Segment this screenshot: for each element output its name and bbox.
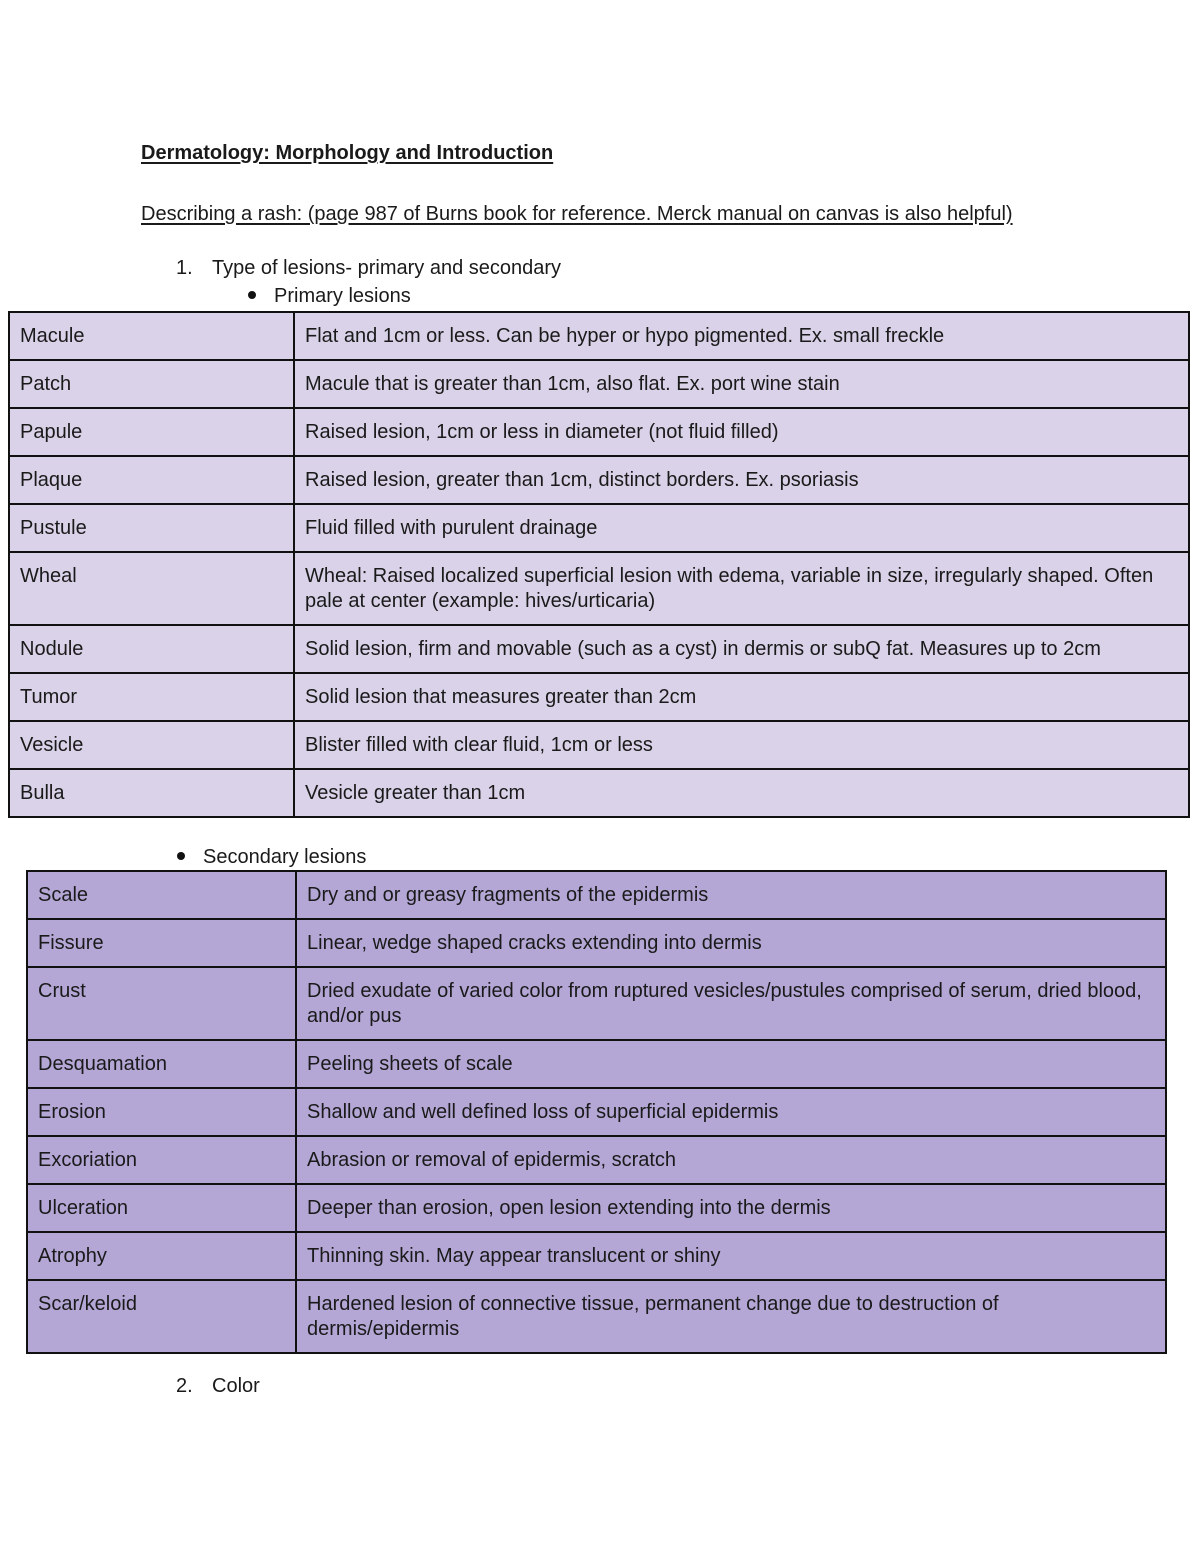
lesion-definition: Linear, wedge shaped cracks extending into dermis — [296, 919, 1166, 967]
list-item-text: Type of lesions- primary and secondary — [212, 257, 562, 279]
table-row — [9, 625, 1189, 673]
lesion-definition: Vesicle greater than 1cm — [294, 769, 1189, 817]
lesion-definition: Abrasion or removal of epidermis, scratch — [296, 1136, 1166, 1184]
lesion-term: Wheal — [9, 552, 294, 625]
lesion-definition: Dried exudate of varied color from ruptured vesicles/pustules comprised of serum, dried blood, and/or pus — [296, 967, 1166, 1040]
lesion-term: Pustule — [9, 504, 294, 552]
table-row — [27, 1088, 1166, 1136]
lesion-term: Scar/keloid — [27, 1280, 296, 1353]
lesion-definition: Hardened lesion of connective tissue, permanent change due to destruction of dermis/epidermis — [296, 1280, 1166, 1353]
table-row — [27, 1040, 1166, 1088]
lesion-definition: Solid lesion, firm and movable (such as a cyst) in dermis or subQ fat. Measures up to 2cm — [294, 625, 1189, 673]
table-row — [9, 673, 1189, 721]
lesion-definition: Macule that is greater than 1cm, also flat. Ex. port wine stain — [294, 360, 1189, 408]
table-row — [27, 919, 1166, 967]
lesion-definition: Raised lesion, 1cm or less in diameter (not fluid filled) — [294, 408, 1189, 456]
list-item-type-of-lesions — [176, 254, 561, 282]
lesion-term: Fissure — [27, 919, 296, 967]
subtitle: Describing a rash: (page 987 of Burns book for reference. Merck manual on canvas is also helpful) — [141, 203, 1013, 225]
table-row — [9, 769, 1189, 817]
lesion-term: Erosion — [27, 1088, 296, 1136]
table-row — [27, 1136, 1166, 1184]
bullet-secondary-lesions — [177, 843, 366, 871]
list-item-text: Color — [212, 1375, 260, 1397]
lesion-definition: Blister filled with clear fluid, 1cm or less — [294, 721, 1189, 769]
primary-lesions-table — [8, 311, 1190, 818]
bullet-text: Secondary lesions — [203, 846, 367, 868]
lesion-definition: Raised lesion, greater than 1cm, distinct borders. Ex. psoriasis — [294, 456, 1189, 504]
table-row — [9, 552, 1189, 625]
table-row — [27, 1184, 1166, 1232]
list-number: 2. — [176, 1375, 193, 1397]
table-row — [9, 360, 1189, 408]
table-row — [27, 967, 1166, 1040]
lesion-definition: Solid lesion that measures greater than 2cm — [294, 673, 1189, 721]
lesion-definition: Thinning skin. May appear translucent or shiny — [296, 1232, 1166, 1280]
lesion-definition: Wheal: Raised localized superficial lesion with edema, variable in size, irregularly shaped. Often pale at center (example: hives/urticaria) — [294, 552, 1189, 625]
page-title: Dermatology: Morphology and Introduction — [141, 142, 554, 164]
lesion-term: Scale — [27, 871, 296, 919]
lesion-definition: Deeper than erosion, open lesion extending into the dermis — [296, 1184, 1166, 1232]
table-row — [9, 721, 1189, 769]
lesion-term: Plaque — [9, 456, 294, 504]
table-row — [27, 871, 1166, 919]
lesion-term: Crust — [27, 967, 296, 1040]
bullet-primary-lesions — [248, 282, 411, 310]
lesion-term: Bulla — [9, 769, 294, 817]
lesion-term: Patch — [9, 360, 294, 408]
secondary-lesions-table — [26, 870, 1167, 1354]
lesion-term: Vesicle — [9, 721, 294, 769]
lesion-term: Nodule — [9, 625, 294, 673]
bullet-icon — [177, 852, 185, 860]
list-item-color — [176, 1372, 260, 1400]
lesion-definition: Fluid filled with purulent drainage — [294, 504, 1189, 552]
lesion-term: Atrophy — [27, 1232, 296, 1280]
bullet-icon — [248, 291, 256, 299]
lesion-term: Papule — [9, 408, 294, 456]
lesion-term: Excoriation — [27, 1136, 296, 1184]
lesion-term: Ulceration — [27, 1184, 296, 1232]
bullet-text: Primary lesions — [274, 285, 411, 307]
lesion-definition: Dry and or greasy fragments of the epidermis — [296, 871, 1166, 919]
table-row — [9, 408, 1189, 456]
lesion-definition: Peeling sheets of scale — [296, 1040, 1166, 1088]
table-row — [27, 1280, 1166, 1353]
list-number: 1. — [176, 257, 193, 279]
lesion-definition: Shallow and well defined loss of superficial epidermis — [296, 1088, 1166, 1136]
lesion-definition: Flat and 1cm or less. Can be hyper or hypo pigmented. Ex. small freckle — [294, 312, 1189, 360]
lesion-term: Tumor — [9, 673, 294, 721]
table-row — [9, 312, 1189, 360]
lesion-term: Macule — [9, 312, 294, 360]
table-row — [27, 1232, 1166, 1280]
table-row — [9, 456, 1189, 504]
lesion-term: Desquamation — [27, 1040, 296, 1088]
table-row — [9, 504, 1189, 552]
